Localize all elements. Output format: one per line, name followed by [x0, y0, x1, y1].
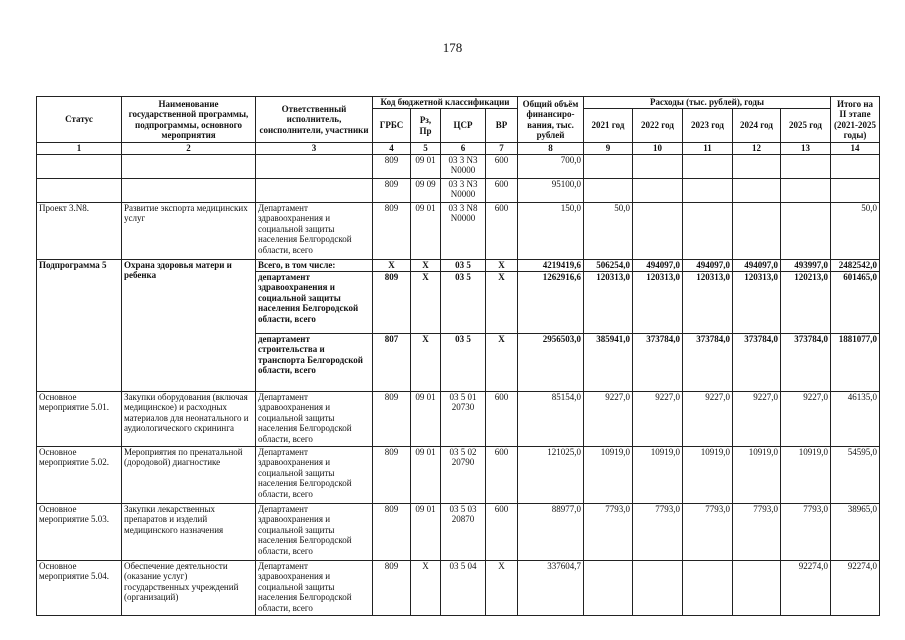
y2024-cell: 10919,0 — [733, 446, 781, 503]
y2024-cell: 7793,0 — [733, 503, 781, 560]
header-status: Статус — [37, 97, 122, 143]
y2024-cell: 373784,0 — [733, 333, 781, 391]
y2022-cell — [633, 154, 683, 178]
vr-cell: 600 — [486, 178, 518, 202]
y2024-cell — [733, 178, 781, 202]
csr-cell: 03 5 04 — [441, 560, 486, 615]
responsible-cell — [256, 178, 373, 202]
status-cell: Проект 3.N8. — [37, 202, 122, 259]
y2023-cell: 373784,0 — [683, 333, 733, 391]
rz-cell: X — [411, 259, 441, 271]
y2021-cell: 120313,0 — [584, 271, 633, 333]
y2021-cell: 10919,0 — [584, 446, 633, 503]
y2021-cell: 7793,0 — [584, 503, 633, 560]
y2025-cell: 10919,0 — [781, 446, 831, 503]
csr-cell: 03 5 01 20730 — [441, 391, 486, 446]
status-cell: Подпрограмма 5 — [37, 259, 122, 391]
budget-table — [36, 96, 880, 616]
y2023-cell — [683, 202, 733, 259]
status-cell — [37, 154, 122, 178]
name-cell: Закупки оборудования (включая медицинское) и расходных материалов для неонатального и аудиологического скрининга — [122, 391, 256, 446]
vr-cell: 600 — [486, 154, 518, 178]
vr-cell: X — [486, 259, 518, 271]
stage-total-cell: 50,0 — [831, 202, 880, 259]
header-vr: ВР — [486, 109, 518, 143]
y2025-cell: 7793,0 — [781, 503, 831, 560]
y2023-cell — [683, 560, 733, 615]
grbs-cell: 809 — [373, 391, 411, 446]
csr-cell: 03 3 N3 N0000 — [441, 154, 486, 178]
y2024-cell — [733, 154, 781, 178]
header-2021: 2021 год — [584, 109, 633, 143]
y2021-cell: 506254,0 — [584, 259, 633, 271]
table-row — [37, 202, 880, 259]
y2025-cell — [781, 154, 831, 178]
responsible-cell: департамент строительства и транспорта Белгородской области, всего — [256, 333, 373, 391]
y2023-cell: 494097,0 — [683, 259, 733, 271]
name-cell — [122, 178, 256, 202]
responsible-cell: Департамент здравоохранения и социальной защиты населения Белгородской области, всего — [256, 560, 373, 615]
vr-cell: 600 — [486, 391, 518, 446]
rz-cell: X — [411, 560, 441, 615]
header-budget-code: Код бюджетной классификации — [373, 97, 518, 109]
y2022-cell — [633, 202, 683, 259]
table-row — [37, 154, 880, 178]
column-number: 12 — [733, 143, 781, 155]
column-number: 1 — [37, 143, 122, 155]
y2023-cell: 9227,0 — [683, 391, 733, 446]
total-cell: 88977,0 — [518, 503, 584, 560]
csr-cell: 03 3 N8 N0000 — [441, 202, 486, 259]
y2021-cell: 385941,0 — [584, 333, 633, 391]
table-row — [37, 446, 880, 503]
y2022-cell — [633, 560, 683, 615]
name-cell: Обеспечение деятельности (оказание услуг) государственных учреждений (организаций) — [122, 560, 256, 615]
y2025-cell: 92274,0 — [781, 560, 831, 615]
vr-cell: 600 — [486, 446, 518, 503]
column-number: 7 — [486, 143, 518, 155]
y2022-cell: 120313,0 — [633, 271, 683, 333]
rz-cell: X — [411, 271, 441, 333]
stage-total-cell: 2482542,0 — [831, 259, 880, 271]
column-number: 3 — [256, 143, 373, 155]
column-number: 6 — [441, 143, 486, 155]
total-cell: 700,0 — [518, 154, 584, 178]
total-cell: 337604,7 — [518, 560, 584, 615]
status-cell — [37, 178, 122, 202]
y2024-cell — [733, 202, 781, 259]
vr-cell: 600 — [486, 202, 518, 259]
csr-cell: 03 5 03 20870 — [441, 503, 486, 560]
column-number: 14 — [831, 143, 880, 155]
header-rz: Рз, Пр — [411, 109, 441, 143]
rz-cell: X — [411, 333, 441, 391]
column-number: 9 — [584, 143, 633, 155]
rz-cell: 09 01 — [411, 154, 441, 178]
rz-cell: 09 01 — [411, 446, 441, 503]
y2025-cell: 9227,0 — [781, 391, 831, 446]
total-cell: 1262916,6 — [518, 271, 584, 333]
name-cell — [122, 154, 256, 178]
header-total-financing: Общий объём финансиро-вания, тыс. рублей — [518, 97, 584, 143]
header-grbs: ГРБС — [373, 109, 411, 143]
y2022-cell: 373784,0 — [633, 333, 683, 391]
column-number: 8 — [518, 143, 584, 155]
name-cell: Мероприятия по пренатальной (дородовой) диагностике — [122, 446, 256, 503]
y2024-cell: 494097,0 — [733, 259, 781, 271]
grbs-cell: 809 — [373, 271, 411, 333]
status-cell: Основное мероприятие 5.01. — [37, 391, 122, 446]
stage-total-cell: 54595,0 — [831, 446, 880, 503]
column-number: 13 — [781, 143, 831, 155]
y2025-cell: 373784,0 — [781, 333, 831, 391]
vr-cell: 600 — [486, 503, 518, 560]
column-number: 2 — [122, 143, 256, 155]
y2025-cell — [781, 202, 831, 259]
stage-total-cell: 92274,0 — [831, 560, 880, 615]
stage-total-cell: 601465,0 — [831, 271, 880, 333]
table-row — [37, 259, 880, 271]
table-header — [37, 97, 880, 155]
page-number: 178 — [442, 40, 463, 55]
vr-cell: X — [486, 271, 518, 333]
y2022-cell: 494097,0 — [633, 259, 683, 271]
csr-cell: 03 5 — [441, 333, 486, 391]
responsible-cell: Департамент здравоохранения и социальной защиты населения Белгородской области, всего — [256, 446, 373, 503]
csr-cell: 03 3 N3 N0000 — [441, 178, 486, 202]
y2024-cell: 9227,0 — [733, 391, 781, 446]
column-number: 11 — [683, 143, 733, 155]
grbs-cell: 809 — [373, 446, 411, 503]
header-2024: 2024 год — [733, 109, 781, 143]
table-row — [37, 560, 880, 615]
y2022-cell: 10919,0 — [633, 446, 683, 503]
stage-total-cell — [831, 154, 880, 178]
total-cell: 150,0 — [518, 202, 584, 259]
header-2025: 2025 год — [781, 109, 831, 143]
grbs-cell: 807 — [373, 333, 411, 391]
csr-cell: 03 5 02 20790 — [441, 446, 486, 503]
y2024-cell: 120313,0 — [733, 271, 781, 333]
responsible-cell: Департамент здравоохранения и социальной защиты населения Белгородской области, всего — [256, 202, 373, 259]
responsible-cell — [256, 154, 373, 178]
y2023-cell: 7793,0 — [683, 503, 733, 560]
column-number: 10 — [633, 143, 683, 155]
grbs-cell: X — [373, 259, 411, 271]
column-number-row — [37, 143, 880, 155]
stage-total-cell — [831, 178, 880, 202]
total-cell: 85154,0 — [518, 391, 584, 446]
y2025-cell — [781, 178, 831, 202]
grbs-cell: 809 — [373, 560, 411, 615]
column-number: 5 — [411, 143, 441, 155]
name-cell: Развитие экспорта медицинских услуг — [122, 202, 256, 259]
y2021-cell: 9227,0 — [584, 391, 633, 446]
rz-cell: 09 01 — [411, 391, 441, 446]
grbs-cell: 809 — [373, 202, 411, 259]
responsible-cell: департамент здравоохранения и социальной защиты населения Белгородской области, всего — [256, 271, 373, 333]
y2021-cell — [584, 560, 633, 615]
y2025-cell: 120213,0 — [781, 271, 831, 333]
status-cell: Основное мероприятие 5.02. — [37, 446, 122, 503]
csr-cell: 03 5 — [441, 271, 486, 333]
y2023-cell: 10919,0 — [683, 446, 733, 503]
vr-cell: X — [486, 560, 518, 615]
y2023-cell — [683, 178, 733, 202]
header-name: Наименование государственной программы, подпрограммы, основного мероприятия — [122, 97, 256, 143]
y2023-cell: 120313,0 — [683, 271, 733, 333]
rz-cell: 09 09 — [411, 178, 441, 202]
name-cell: Закупки лекарственных препаратов и изделий медицинского назначения — [122, 503, 256, 560]
column-number: 4 — [373, 143, 411, 155]
header-2023: 2023 год — [683, 109, 733, 143]
table-row — [37, 178, 880, 202]
stage-total-cell: 1881077,0 — [831, 333, 880, 391]
csr-cell: 03 5 — [441, 259, 486, 271]
header-stage-total: Итого на II этапе (2021-2025 годы) — [831, 97, 880, 143]
stage-total-cell: 46135,0 — [831, 391, 880, 446]
responsible-cell: Всего, в том числе: — [256, 259, 373, 271]
header-expenses: Расходы (тыс. рублей), годы — [584, 97, 831, 109]
table-row — [37, 503, 880, 560]
y2025-cell: 493997,0 — [781, 259, 831, 271]
total-cell: 2956503,0 — [518, 333, 584, 391]
rz-cell: 09 01 — [411, 503, 441, 560]
total-cell: 4219419,6 — [518, 259, 584, 271]
rz-cell: 09 01 — [411, 202, 441, 259]
y2024-cell — [733, 560, 781, 615]
header-responsible: Ответственный исполнитель, соисполнители, участники — [256, 97, 373, 143]
header-csr: ЦСР — [441, 109, 486, 143]
total-cell: 95100,0 — [518, 178, 584, 202]
header-2022: 2022 год — [633, 109, 683, 143]
table-row — [37, 391, 880, 446]
y2022-cell: 7793,0 — [633, 503, 683, 560]
y2022-cell: 9227,0 — [633, 391, 683, 446]
stage-total-cell: 38965,0 — [831, 503, 880, 560]
status-cell: Основное мероприятие 5.03. — [37, 503, 122, 560]
y2023-cell — [683, 154, 733, 178]
responsible-cell: Департамент здравоохранения и социальной защиты населения Белгородской области, всего — [256, 503, 373, 560]
grbs-cell: 809 — [373, 154, 411, 178]
vr-cell: X — [486, 333, 518, 391]
y2021-cell — [584, 178, 633, 202]
status-cell: Основное мероприятие 5.04. — [37, 560, 122, 615]
grbs-cell: 809 — [373, 503, 411, 560]
y2022-cell — [633, 178, 683, 202]
grbs-cell: 809 — [373, 178, 411, 202]
y2021-cell: 50,0 — [584, 202, 633, 259]
name-cell: Охрана здоровья матери и ребенка — [122, 259, 256, 391]
responsible-cell: Департамент здравоохранения и социальной защиты населения Белгородской области, всего — [256, 391, 373, 446]
y2021-cell — [584, 154, 633, 178]
total-cell: 121025,0 — [518, 446, 584, 503]
